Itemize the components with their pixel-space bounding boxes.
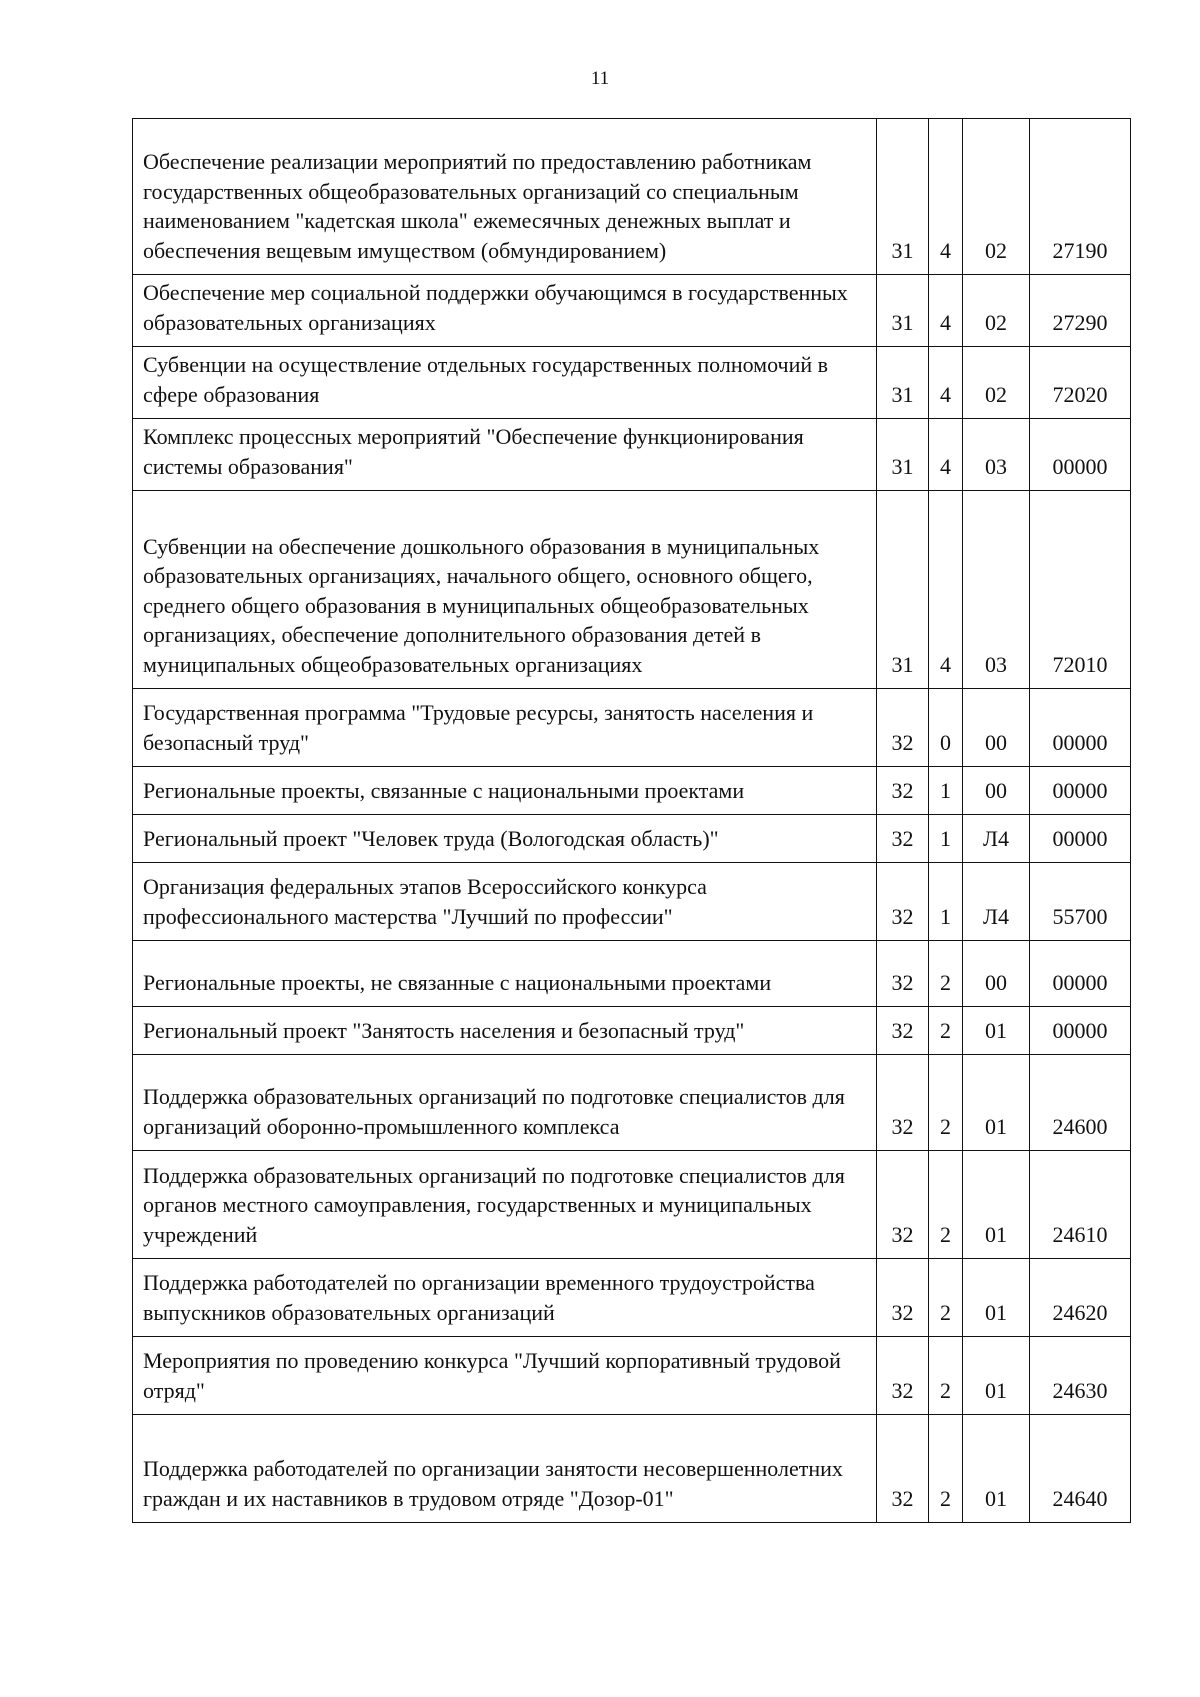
row-name-cell: Поддержка образовательных организаций по подготовке специалистов для органов местного самоуправления, государственных и муниципальных учреждений	[133, 1151, 877, 1259]
table-row	[133, 1259, 1131, 1337]
direction-code-cell: 27190	[1030, 119, 1131, 275]
table-row	[133, 1007, 1131, 1055]
row-name-cell: Региональный проект "Человек труда (Вологодская область)"	[133, 815, 877, 863]
event-code-cell: 01	[963, 1055, 1030, 1151]
row-name-cell: Региональные проекты, связанные с национальными проектами	[133, 767, 877, 815]
row-name-cell: Государственная программа "Трудовые ресурсы, занятость населения и безопасный труд"	[133, 689, 877, 767]
event-code-cell: 00	[963, 767, 1030, 815]
table-row	[133, 815, 1131, 863]
direction-code-cell: 27290	[1030, 275, 1131, 347]
event-code-cell: 02	[963, 347, 1030, 419]
program-code-cell: 31	[877, 275, 929, 347]
program-code-cell: 32	[877, 1055, 929, 1151]
program-code-cell: 32	[877, 1259, 929, 1337]
program-code-cell: 32	[877, 1337, 929, 1415]
budget-classification-table	[132, 118, 1131, 1523]
direction-code-cell: 24620	[1030, 1259, 1131, 1337]
subprogram-code-cell: 4	[929, 419, 963, 491]
subprogram-code-cell: 1	[929, 767, 963, 815]
table-row	[133, 419, 1131, 491]
table-row	[133, 1151, 1131, 1259]
subprogram-code-cell: 4	[929, 491, 963, 689]
subprogram-code-cell: 0	[929, 689, 963, 767]
event-code-cell: 03	[963, 419, 1030, 491]
row-name-cell: Региональный проект "Занятость населения и безопасный труд"	[133, 1007, 877, 1055]
subprogram-code-cell: 2	[929, 1415, 963, 1523]
row-name-cell: Обеспечение реализации мероприятий по предоставлению работникам государственных общеобразовательных организаций со специальным наименованием "кадетская школа" ежемесячных денежных выплат и обеспечения вещевым имуществом (обмундированием)	[133, 119, 877, 275]
table-row	[133, 863, 1131, 941]
subprogram-code-cell: 2	[929, 1007, 963, 1055]
row-name-cell: Организация федеральных этапов Всероссийского конкурса профессионального мастерства "Лучший по профессии"	[133, 863, 877, 941]
direction-code-cell: 72020	[1030, 347, 1131, 419]
table-row	[133, 941, 1131, 1007]
subprogram-code-cell: 4	[929, 119, 963, 275]
subprogram-code-cell: 1	[929, 863, 963, 941]
event-code-cell: 01	[963, 1151, 1030, 1259]
row-name-cell: Субвенции на обеспечение дошкольного образования в муниципальных образовательных организациях, начального общего, основного общего, среднего общего образования в муниципальных общеобразовательных организациях, обеспечение дополнительного образования детей в муниципальных общеобразовательных организациях	[133, 491, 877, 689]
subprogram-code-cell: 2	[929, 1259, 963, 1337]
direction-code-cell: 00000	[1030, 689, 1131, 767]
program-code-cell: 32	[877, 767, 929, 815]
table-row	[133, 1415, 1131, 1523]
direction-code-cell: 00000	[1030, 767, 1131, 815]
event-code-cell: 00	[963, 941, 1030, 1007]
program-code-cell: 32	[877, 815, 929, 863]
row-name-cell: Поддержка работодателей по организации занятости несовершеннолетних граждан и их наставников в трудовом отряде "Дозор-01"	[133, 1415, 877, 1523]
event-code-cell: 01	[963, 1415, 1030, 1523]
program-code-cell: 32	[877, 863, 929, 941]
direction-code-cell: 24600	[1030, 1055, 1131, 1151]
table-row	[133, 347, 1131, 419]
event-code-cell: 01	[963, 1259, 1030, 1337]
program-code-cell: 32	[877, 689, 929, 767]
event-code-cell: 01	[963, 1007, 1030, 1055]
direction-code-cell: 24630	[1030, 1337, 1131, 1415]
event-code-cell: Л4	[963, 863, 1030, 941]
event-code-cell: 01	[963, 1337, 1030, 1415]
program-code-cell: 32	[877, 1151, 929, 1259]
subprogram-code-cell: 2	[929, 1055, 963, 1151]
direction-code-cell: 00000	[1030, 815, 1131, 863]
event-code-cell: 02	[963, 119, 1030, 275]
direction-code-cell: 24610	[1030, 1151, 1131, 1259]
table-row	[133, 275, 1131, 347]
direction-code-cell: 00000	[1030, 419, 1131, 491]
row-name-cell: Поддержка образовательных организаций по подготовке специалистов для организаций оборонно-промышленного комплекса	[133, 1055, 877, 1151]
subprogram-code-cell: 2	[929, 1337, 963, 1415]
direction-code-cell: 72010	[1030, 491, 1131, 689]
table-row	[133, 767, 1131, 815]
subprogram-code-cell: 1	[929, 815, 963, 863]
subprogram-code-cell: 2	[929, 1151, 963, 1259]
subprogram-code-cell: 4	[929, 347, 963, 419]
direction-code-cell: 55700	[1030, 863, 1131, 941]
direction-code-cell: 00000	[1030, 1007, 1131, 1055]
row-name-cell: Мероприятия по проведению конкурса "Лучший корпоративный трудовой отряд"	[133, 1337, 877, 1415]
page-number: 11	[590, 68, 610, 89]
table-row	[133, 1337, 1131, 1415]
event-code-cell: 03	[963, 491, 1030, 689]
table-row	[133, 119, 1131, 275]
row-name-cell: Поддержка работодателей по организации временного трудоустройства выпускников образовательных организаций	[133, 1259, 877, 1337]
event-code-cell: 02	[963, 275, 1030, 347]
program-code-cell: 32	[877, 1415, 929, 1523]
event-code-cell: 00	[963, 689, 1030, 767]
program-code-cell: 31	[877, 347, 929, 419]
table-row	[133, 491, 1131, 689]
table-row	[133, 689, 1131, 767]
program-code-cell: 32	[877, 941, 929, 1007]
row-name-cell: Региональные проекты, не связанные с национальными проектами	[133, 941, 877, 1007]
subprogram-code-cell: 2	[929, 941, 963, 1007]
program-code-cell: 31	[877, 491, 929, 689]
row-name-cell: Обеспечение мер социальной поддержки обучающимся в государственных образовательных организациях	[133, 275, 877, 347]
table-body	[133, 119, 1131, 1523]
program-code-cell: 31	[877, 119, 929, 275]
subprogram-code-cell: 4	[929, 275, 963, 347]
direction-code-cell: 00000	[1030, 941, 1131, 1007]
table-row	[133, 1055, 1131, 1151]
program-code-cell: 31	[877, 419, 929, 491]
row-name-cell: Субвенции на осуществление отдельных государственных полномочий в сфере образования	[133, 347, 877, 419]
direction-code-cell: 24640	[1030, 1415, 1131, 1523]
program-code-cell: 32	[877, 1007, 929, 1055]
row-name-cell: Комплекс процессных мероприятий "Обеспечение функционирования системы образования"	[133, 419, 877, 491]
event-code-cell: Л4	[963, 815, 1030, 863]
